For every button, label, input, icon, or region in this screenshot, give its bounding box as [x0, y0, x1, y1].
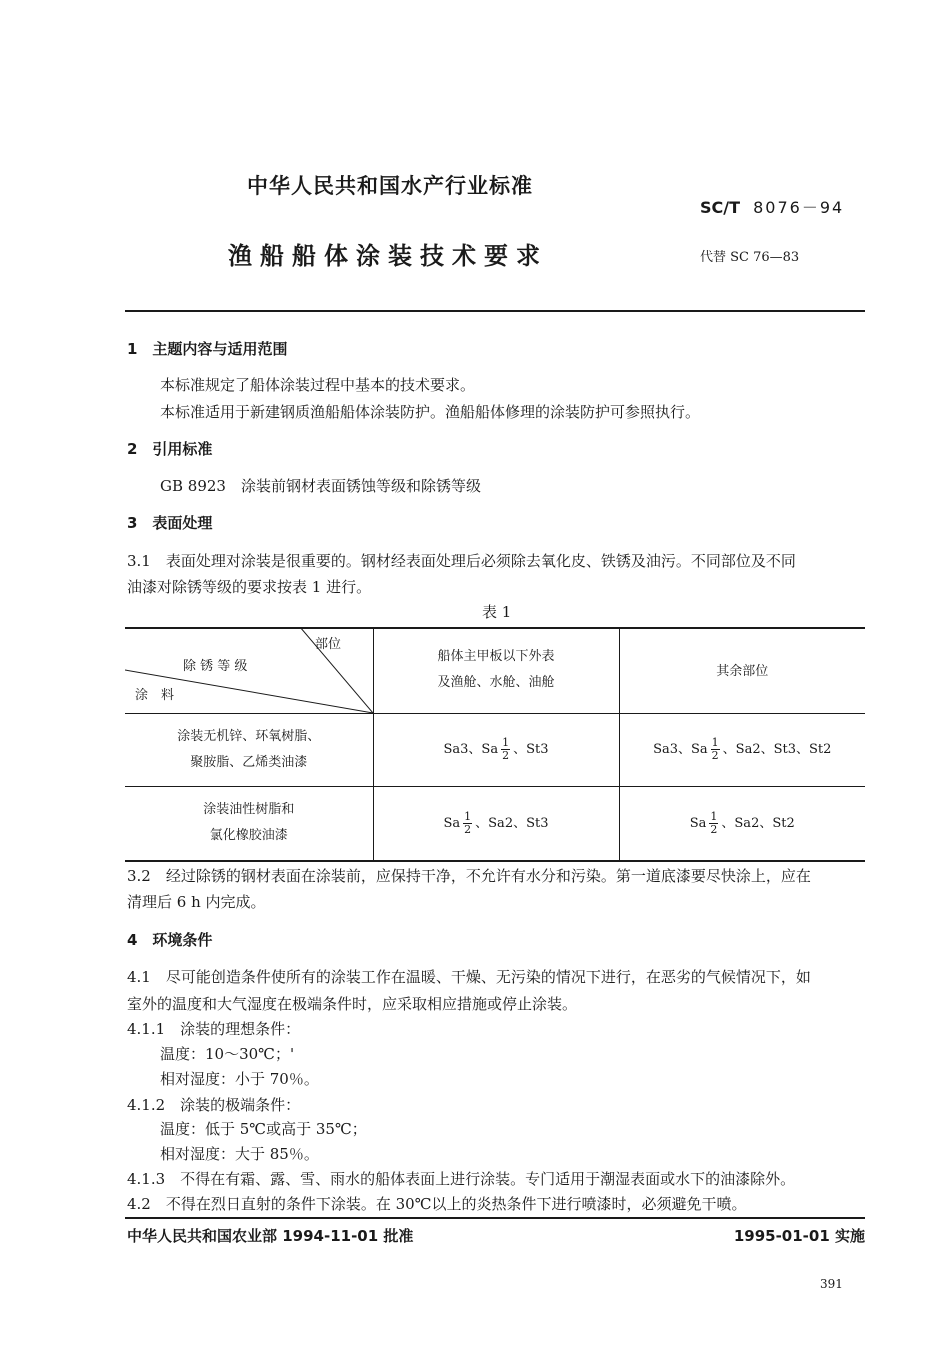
document-title: 渔船船体涂装技术要求 [228, 242, 548, 270]
row-2-hull-grade [373, 786, 619, 860]
row-2-other-grade [619, 786, 865, 860]
row-1-hull-grade [373, 713, 619, 786]
row-2-hull-grade-b: 、Sa2、St3 [475, 815, 549, 831]
section-1-paragraph-2: 本标准适用于新建钢质渔船船体涂装防护。渔船船体修理的涂装防护可参照执行。 [160, 403, 701, 421]
section-4-1-line-1: 4.1 尽可能创造条件使所有的涂装工作在温暖、干燥、无污染的情况下进行，在恶劣的气候情况下，如 [127, 968, 811, 986]
row-2-coating [125, 786, 373, 860]
section-2-reference: GB 8923 涂装前钢材表面锈蚀等级和除锈等级 [160, 477, 481, 495]
section-3-2-line-1: 3.2 经过除锈的钢材表面在涂装前，应保持干净，不允许有水分和污染。第一道底漆要尽快涂上，应在 [127, 867, 811, 885]
standard-code-prefix: SC/T [700, 198, 741, 217]
section-4-1-1-humidity: 相对湿度：小于 70％。 [160, 1070, 319, 1088]
replaces-note: 代替 SC 76—83 [700, 250, 800, 265]
row-1-coating [125, 713, 373, 786]
fraction-denominator: 2 [502, 749, 510, 762]
header-hull-line-2: 及渔舱、水舱、油舱 [437, 674, 555, 690]
row-2-coating-line-2: 氯化橡胶油漆 [209, 828, 288, 844]
section-4-1-line-2: 室外的温度和大气湿度在极端条件时，应采取相应措施或停止涂装。 [127, 995, 578, 1013]
fraction-denominator: 2 [710, 822, 718, 836]
fraction-half [501, 737, 510, 762]
row-1-hull-grade-a: Sa3、Sa [443, 742, 499, 757]
footer-divider [125, 1217, 865, 1219]
fraction-numerator: 1 [711, 736, 719, 749]
section-2-heading: 2 引用标准 [127, 440, 213, 458]
fraction-half [463, 811, 472, 836]
effective-date: 1995-01-01 实施 [733, 1227, 865, 1245]
section-4-1-2: 4.1.2 涂装的极端条件： [127, 1096, 301, 1114]
header-other-parts: 其余部位 [619, 627, 865, 713]
section-4-1-2-humidity: 相对湿度：大于 85％。 [160, 1145, 319, 1163]
fraction-denominator: 2 [464, 822, 472, 836]
standard-code [700, 195, 844, 218]
section-4-1-1-temperature: 温度：10～30℃；' [160, 1045, 295, 1063]
row-2-coating-line-1: 涂装油性树脂和 [203, 802, 295, 818]
row-2-other-grade-a: Sa [689, 815, 707, 831]
header-divider [125, 310, 865, 312]
table-caption: 表 1 [482, 603, 512, 621]
section-4-1-2-temperature: 温度：低于 5℃或高于 35℃； [160, 1120, 367, 1138]
table-1 [125, 627, 865, 860]
row-1-coating-line-1: 涂装无机锌、环氧树脂、 [177, 728, 321, 744]
standard-code-number: 8076－94 [753, 198, 845, 217]
header-grade-label: 除 锈 等 级 [183, 659, 248, 674]
table-row [125, 713, 865, 786]
header-part-label: 部位 [315, 637, 342, 652]
table-row [125, 786, 865, 860]
section-3-2-line-2: 清理后 6 h 内完成。 [127, 893, 266, 911]
section-1-heading: 1 主题内容与适用范围 [127, 340, 288, 358]
fraction-half [711, 737, 720, 762]
section-4-2: 4.2 不得在烈日直射的条件下涂装。在 30℃以上的炎热条件下进行喷漆时，必须避免干喷。 [127, 1195, 747, 1213]
section-3-1-line-1: 3.1 表面处理对涂装是很重要的。钢材经表面处理后必须除去氧化皮、铁锈及油污。不同部位及不同 [127, 552, 796, 570]
header-hull-line-1: 船体主甲板以下外表 [437, 648, 555, 664]
page-number: 391 [820, 1277, 843, 1291]
section-1-paragraph-1: 本标准规定了船体涂装过程中基本的技术要求。 [160, 376, 476, 394]
section-4-1-3: 4.1.3 不得在有霜、露、雪、雨水的船体表面上进行涂装。专门适用于潮湿表面或水下的油漆除外。 [127, 1170, 796, 1188]
org-title: 中华人民共和国水产行业标准 [247, 174, 533, 198]
row-2-other-grade-b: 、Sa2、St2 [721, 815, 795, 831]
header-hull-below-deck [373, 627, 619, 713]
section-3-heading: 3 表面处理 [127, 514, 213, 532]
section-4-1-1: 4.1.1 涂装的理想条件： [127, 1020, 301, 1038]
fraction-denominator: 2 [711, 749, 719, 762]
fraction-half [709, 811, 718, 836]
table-diagonal-header-cell [125, 627, 373, 713]
row-1-coating-line-2: 聚胺脂、乙烯类油漆 [190, 754, 308, 770]
row-1-other-grade-b: 、Sa2、St3、St2 [722, 742, 832, 757]
section-4-heading: 4 环境条件 [127, 931, 213, 949]
row-1-hull-grade-b: 、St3 [513, 742, 549, 757]
row-1-other-grade [619, 713, 865, 786]
section-3-1-line-2: 油漆对除锈等级的要求按表 1 进行。 [127, 578, 372, 596]
table-bottom-rule [125, 860, 865, 862]
header-coating-label: 涂 料 [135, 688, 175, 703]
row-2-hull-grade-a: Sa [443, 815, 461, 831]
approval-statement: 中华人民共和国农业部 1994-11-01 批准 [127, 1227, 414, 1245]
fraction-numerator: 1 [502, 736, 510, 749]
fraction-numerator: 1 [710, 809, 718, 823]
row-1-other-grade-a: Sa3、Sa [653, 742, 708, 757]
table-header-row [125, 627, 865, 713]
fraction-numerator: 1 [464, 809, 472, 823]
